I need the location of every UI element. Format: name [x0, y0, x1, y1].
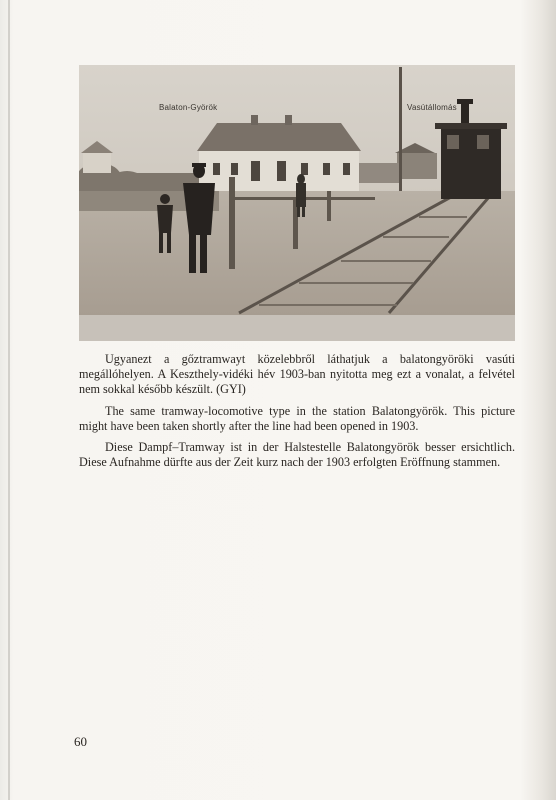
- caption-german: [79, 440, 515, 470]
- caption-hungarian: [79, 352, 515, 397]
- station-building: [197, 115, 361, 191]
- caption-english-text: The same tramway-locomotive type in the station Balatongyörök. This picture might have been taken shortly after the line had been opened in 1903.: [79, 404, 515, 433]
- telegraph-pole: [399, 67, 402, 199]
- caption-hungarian-text: Ugyanezt a gőztramwayt közelebbről láthatjuk a balatongyöröki vasúti megállóhelyen. A Keszthely-vidéki hév 1903-ban nyitotta meg ezt a vonalat, a felvétel nem sokkal később készült. (GYI): [79, 352, 515, 396]
- caption-german-text: Diese Dampf–Tramway ist in der Halstestelle Balatongyörök besser ersichtlich. Diese Aufnahme dürfte aus der Zeit kurz nach der 1903 erfolgten Eröffnung stammen.: [79, 440, 515, 469]
- page-fold-edge: [8, 0, 10, 800]
- caption-english: [79, 404, 515, 434]
- historic-station-photo: [79, 65, 515, 341]
- postcard-bottom-margin: [79, 315, 515, 341]
- page-number: 60: [74, 734, 87, 749]
- photo-label-station: Vasútállomás: [407, 103, 457, 112]
- photo-label-town: Balaton-Györök: [159, 103, 218, 112]
